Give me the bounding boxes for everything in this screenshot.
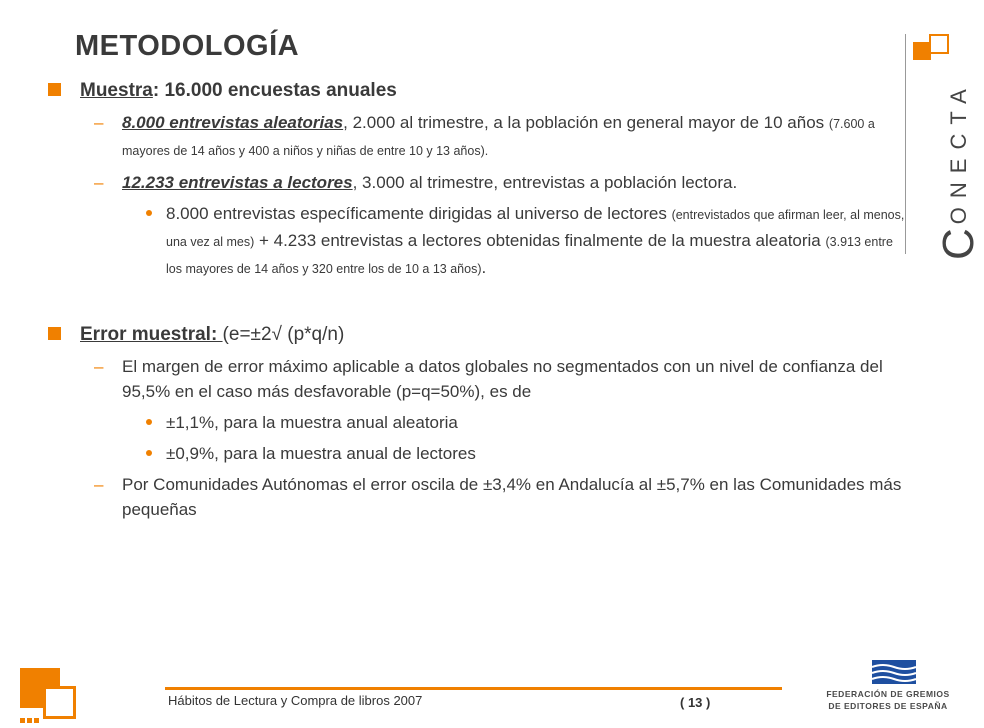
federacion-logo-icon: [872, 660, 916, 684]
dash-icon: –: [94, 173, 104, 192]
dot-bullet-icon: [146, 210, 152, 216]
page-number: ( 13 ): [680, 695, 711, 710]
footer-divider: [165, 687, 782, 690]
dot-bullet-icon: [146, 450, 152, 456]
heading-underlined: Muestra: [80, 80, 153, 101]
list-item: [80, 354, 908, 404]
footer-square-outline-icon: [43, 686, 76, 719]
bullet-text: + 4.233 entrevistas a lectores obtenidas finalmente de la muestra aleatoria: [254, 231, 826, 250]
bullet-small: (3.913 entre los mayores de 14 años y 320 entre los de 10 a 13 años): [166, 235, 893, 276]
bullet-text: ±1,1%, para la muestra anual aleatoria: [166, 413, 458, 432]
item-small: (7.600 a mayores de 14 años y 400 a niños y niñas de entre 10 y 13 años).: [122, 117, 875, 158]
logo-square-outline-icon: [929, 34, 949, 54]
item-main: , 2.000 al trimestre, a la población en general mayor de 10 años: [343, 113, 829, 132]
item-main: , 3.000 al trimestre, entrevistas a población lectora.: [352, 173, 738, 192]
sub-list-item: [80, 441, 908, 466]
heading-rest: : 16.000 encuestas anuales: [152, 80, 397, 101]
heading-rest: (e=±2√ (p*q/n): [222, 324, 345, 345]
dash-icon: –: [94, 113, 104, 132]
section-error: [48, 322, 908, 522]
conecta-logo-cap: C: [934, 224, 983, 260]
list-item: [80, 472, 908, 522]
list-item: [80, 170, 908, 195]
conecta-logo: [934, 70, 984, 260]
bullet-small: (entrevistados que afirman leer, al menos, una vez al mes): [166, 208, 905, 249]
dot-bullet-icon: [146, 419, 152, 425]
section-heading: [80, 322, 908, 348]
conecta-logo-rest: ONECTA: [946, 80, 971, 225]
sub-list-item: [80, 410, 908, 435]
dash-icon: –: [94, 357, 104, 376]
section-muestra: [48, 78, 908, 282]
item-text: El margen de error máximo aplicable a datos globales no segmentados con un nivel de confianza del 95,5% en el caso más desfavorable (p=q=50%), es de: [122, 357, 883, 401]
fed-line: FEDERACIÓN DE GREMIOS: [826, 689, 950, 699]
sub-list-item: [80, 201, 908, 282]
item-lead: 12.233 entrevistas a lectores: [122, 173, 353, 192]
bullet-text: ±0,9%, para la muestra anual de lectores: [166, 444, 476, 463]
section-heading: [80, 78, 908, 104]
heading-underlined: Error muestral:: [80, 324, 223, 345]
footer-dots-icon: [20, 710, 41, 728]
bullet-text: .: [481, 258, 487, 277]
bullet-text: 8.000 entrevistas específicamente dirigidas al universo de lectores: [166, 204, 672, 223]
main-content: [48, 78, 908, 522]
fed-line: DE EDITORES DE ESPAÑA: [828, 701, 948, 711]
square-bullet-icon: [48, 327, 61, 340]
page-title: METODOLOGÍA: [75, 30, 300, 62]
square-bullet-icon: [48, 83, 61, 96]
item-text: Por Comunidades Autónomas el error oscila de ±3,4% en Andalucía al ±5,7% en las Comunidades más pequeñas: [122, 475, 902, 519]
footer-title: Hábitos de Lectura y Compra de libros 2007: [168, 693, 423, 708]
federacion-logo-text: [818, 688, 958, 712]
item-lead: 8.000 entrevistas aleatorias: [122, 113, 344, 132]
dash-icon: –: [94, 475, 104, 494]
list-item: [80, 110, 908, 164]
